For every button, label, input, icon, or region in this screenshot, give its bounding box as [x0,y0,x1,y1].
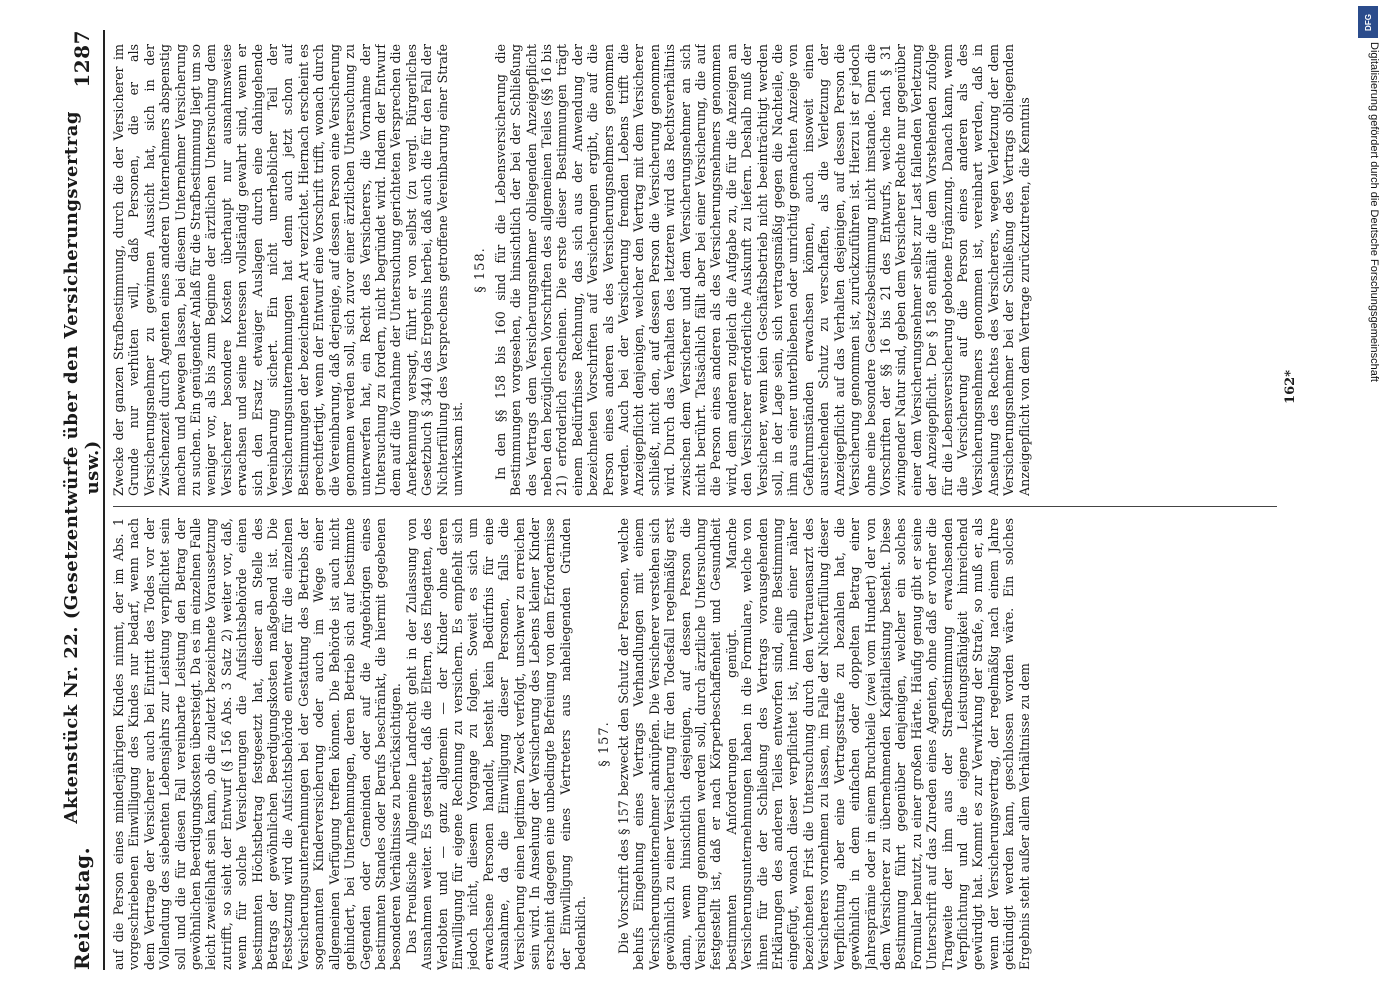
header-rule [103,30,105,970]
header-title: Aktenstück Nr. 22. (Gesetzentwürfe über den Versicherungsvertrag usw.) [61,111,103,824]
column-divider [113,506,1277,507]
page-header [61,30,103,970]
dfg-logo-icon [1358,6,1378,38]
page-number: 1287 [70,30,94,88]
signature-mark: 162* [1283,370,1298,404]
section-heading-157: § 157. [596,721,612,767]
right-column [111,44,1279,496]
rotated-page [61,30,1348,970]
digitization-note: Digitalisierung gefördert durch die Deutsche Forschungsgemeinschaft [1368,42,1380,382]
dfg-logo-text: DFG [1363,13,1373,31]
left-column [111,518,1279,970]
digitization-strip [1356,0,1383,1000]
section-heading-158: § 158. [473,247,489,293]
left-paragraph-1: auf die Person eines minderjährigen Kindes nimmt, der im Abs. 1 vorgeschriebenen Einwilligung des Kindes nur bedarf, wenn nach dem Vertrage der Versicherer auch bei Eintritt des Todes vor der Vollendung des siebenten Lebensjahrs zur Leistung verpflichtet sein soll und die für diesen Fall vereinbarte Leistung den Betrag der gewöhnlichen Beerdigungskosten übersteigt. Da es im einzelnen Falle leicht zweifelhaft sein kann, ob die zuletzt bezeichnete Voraussetzung zutrifft, so sieht der Entwurf (§ 156 Abs. 3 Satz 2) weiter vor, daß, wenn für solche Versicherungen die Aufsichtsbehörde einen bestimmten Höchstbetrag festgesetzt hat, dieser an Stelle des Betrags der gewöhnlichen Beerdigungskosten maßgebend ist. Die Festsetzung wird die Aufsichtsbehörde entweder für die einzelnen Versicherungsunternehmungen bei der Gestattung des Betriebs der sogenannten Kinderversicherung oder auch im Wege einer allgemeinen Verfügung treffen können. Die Behörde ist auch nicht gehindert, bei Unternehmungen, deren Betrieb sich auf bestimmte Gegenden oder Gemeinden oder auf die Angehörigen eines bestimmten Standes oder Berufs beschränkt, die hiermit gegebenen besonderen Verhältnisse zu berücksichtigen. [111,518,404,970]
left-paragraph-3: Die Vorschrift des § 157 bezweckt den Schutz der Personen, welche behufs Eingehung eines Vertrags Verhandlungen mit einem Versicherungsunternehmer anknüpfen. Die Versicherer verstehen sich gewöhnlich zu einer Versicherung für den Todesfall regelmäßig erst dann, wenn hinsichtlich desjenigen, auf dessen Person die Versicherung genommen werden soll, durch ärztliche Untersuchung festgestellt ist, daß er nach Körperbeschaffenheit und Gesundheit bestimmten Anforderungen genügt. Manche Versicherungsunternehmungen haben in die Formulare, welche von ihnen für die der Schließung des Vertrags vorausgehenden Erklärungen des anderen Teiles entworfen sind, eine Bestimmung eingefügt, wonach dieser verpflichtet ist, innerhalb einer näher bezeichneten Frist die Untersuchung durch den Vertrauensarzt des Versicherers vornehmen zu lassen, im Falle der Nichterfüllung dieser Verpflichtung aber eine Vertragsstrafe zu bezahlen hat, die gewöhnlich in dem einfachen oder doppelten Betrag einer Jahresprämie oder in einem Bruchteile (zwei vom Hundert) der von dem Versicherer zu übernehmenden Kapitalleistung besteht. Diese Bestimmung führt gegenüber denjenigen, welcher ein solches Formular benutzt, zu einer großen Härte. Häufig genug gibt er seine Unterschrift auf das Zureden eines Agenten, ohne daß er vorher die Tragweite der ihm aus der Strafbestimmung erwachsenden Verpflichtung und die eigene Leistungsfähigkeit hinreichend gewürdigt hat. Kommt es zur Verwirkung der Strafe, so muß er, als wenn der Versicherungsvertrag, der regelmäßig nach einem Jahre gekündigt werden kann, geschlossen worden wäre. Ein solches Ergebnis steht außer allem Verhältnisse zu dem [616,518,1032,970]
left-paragraph-2: Das Preußische Allgemeine Landrecht geht in der Zulassung von Ausnahmen weiter. Es gestattet, daß die Eltern, des Ehegatten, des Verlobten und — ganz allgemein — der Kinder ohne deren Einwilligung für eigene Rechnung zu versichern. Es empfiehlt sich jedoch nicht, diesem Vorgange zu folgen. Soweit es sich um erwachsene Personen handelt, besteht kein Bedürfnis für eine Ausnahme, da die Einwilligung dieser Personen, falls die Versicherung einen legitimen Zweck verfolgt, unschwer zu erreichen sein wird. In Ansehung der Versicherung des Lebens kleiner Kinder erscheint dagegen eine unbedingte Befreiung von dem Erfordernisse der Einwilligung eines Vertreters aus naheliegenden Gründen bedenklich. [403,518,589,970]
right-paragraph-2: In den §§ 158 bis 160 sind für die Lebensversicherung die Bestimmungen vorgesehen, die hinsichtlich der bei der Schließung des Vertrags dem Versicherungsnehmer obliegenden Anzeigepflicht neben den bezüglichen Vorschriften des allgemeinen Teiles (§§ 16 bis 21) erforderlich erscheinen. Die erste dieser Bestimmungen trägt einem Bedürfnisse Rechnung, das sich aus der Anwendung der bezeichneten Vorschriften auf Versicherungen ergibt, die auf die Person eines anderen als des Versicherungsnehmers genommen werden. Auch bei der Versicherung fremden Lebens trifft die Anzeigepflicht denjenigen, welcher den Vertrag mit dem Versicherer schließt, nicht den, auf dessen Person die Versicherung genommen wird. Durch das Verhalten des letzteren wird das Rechtsverhältnis zwischen dem Versicherer und dem Versicherungsnehmer an sich nicht berührt. Tatsächlich fällt aber bei einer Versicherung, die auf die Person eines anderen als des Versicherungsnehmers genommen wird, dem anderen zugleich die Aufgabe zu, die für die Anzeigen an den Versicherer erforderliche Auskunft zu liefern. Deshalb muß der Versicherer, wenn kein Geschäftsbetrieb nicht beeinträchtigt werden soll, in der Lage sein, sich vertragsmäßig gegen die Nachteile, die ihm aus einer unterbliebenen oder unrichtig gemachten Anzeige von Gefahrumständen erwachsen können, auch insoweit einen ausreichenden Schutz zu verschaffen, als die Verletzung der Anzeigepflicht auf das Verhalten desjenigen, auf dessen Person die Versicherung genommen ist, zurückzuführen ist. Hierzu ist er jedoch ohne eine besondere Gesetzesbestimmung nicht imstande. Denn die Vorschriften der §§ 16 bis 21 des Entwurfs, welche nach § 31 zwingender Natur sind, geben dem Versicherer Rechte nur gegenüber einer dem Versicherungsnehmer selbst zur Last fallenden Verletzung der Anzeigepflicht. Der § 158 enthält die dem Vorstehenden zufolge für die Lebensversicherung gebotene Ergänzung. Danach kann, wenn die Versicherung auf die Person eines anderen als des Versicherungsnehmers genommen ist, vereinbart werden, daß in Ansehung des Rechtes des Versicherers, wegen Verletzung der dem Versicherungsnehmer bei der Schließung des Vertrags obliegenden Anzeigepflicht von dem Vertrage zurückzutreten, die Kenntnis [492,44,1032,496]
header-left: Reichstag. [70,846,94,970]
right-paragraph-1: Zwecke der ganzen Strafbestimmung, durch die der Versicherer im Grunde nur verhüten will, daß Personen, die er als Versicherungsnehmer zu gewinnen Aussicht hat, sich in der Zwischenzeit durch Agenten eines anderen Unternehmers abspenstig machen und bewegen lassen, bei diesem Unternehmer Versicherung zu suchen. Ein genügender Anlaß für die Strafbestimmung liegt um so weniger vor, als bis zum Beginne der ärztlichen Untersuchung dem Versicherer besondere Kosten überhaupt nur ausnahmsweise erwachsen und seine Interessen vollständig gewahrt sind, wenn er sich den Ersatz etwaiger Auslagen durch eine dahingehende Vereinbarung sichert. Ein nicht unerheblicher Teil der Versicherungsunternehmungen hat denn auch jetzt schon auf Bestimmungen der bezeichneten Art verzichtet. Hiernach erscheint es gerechtfertigt, wenn der Entwurf eine Vorschrift trifft, wonach durch die Vereinbarung, daß derjenige, auf dessen Person eine Versicherung genommen werden soll, sich zuvor einer ärztlichen Untersuchung zu unterwerfen hat, ein Recht des Versicherers, die Vornahme der Untersuchung zu fordern, nicht begründet wird. Indem der Entwurf dem auf die Vornahme der Untersuchung gerichteten Versprechen die Anerkennung versagt, führt er von selbst (zu vergl. Bürgerliches Gesetzbuch § 344) das Ergebnis herbei, daß auch die für den Fall der Nichterfüllung des Versprechens getroffene Vereinbarung einer Strafe unwirksam ist. [111,44,465,496]
